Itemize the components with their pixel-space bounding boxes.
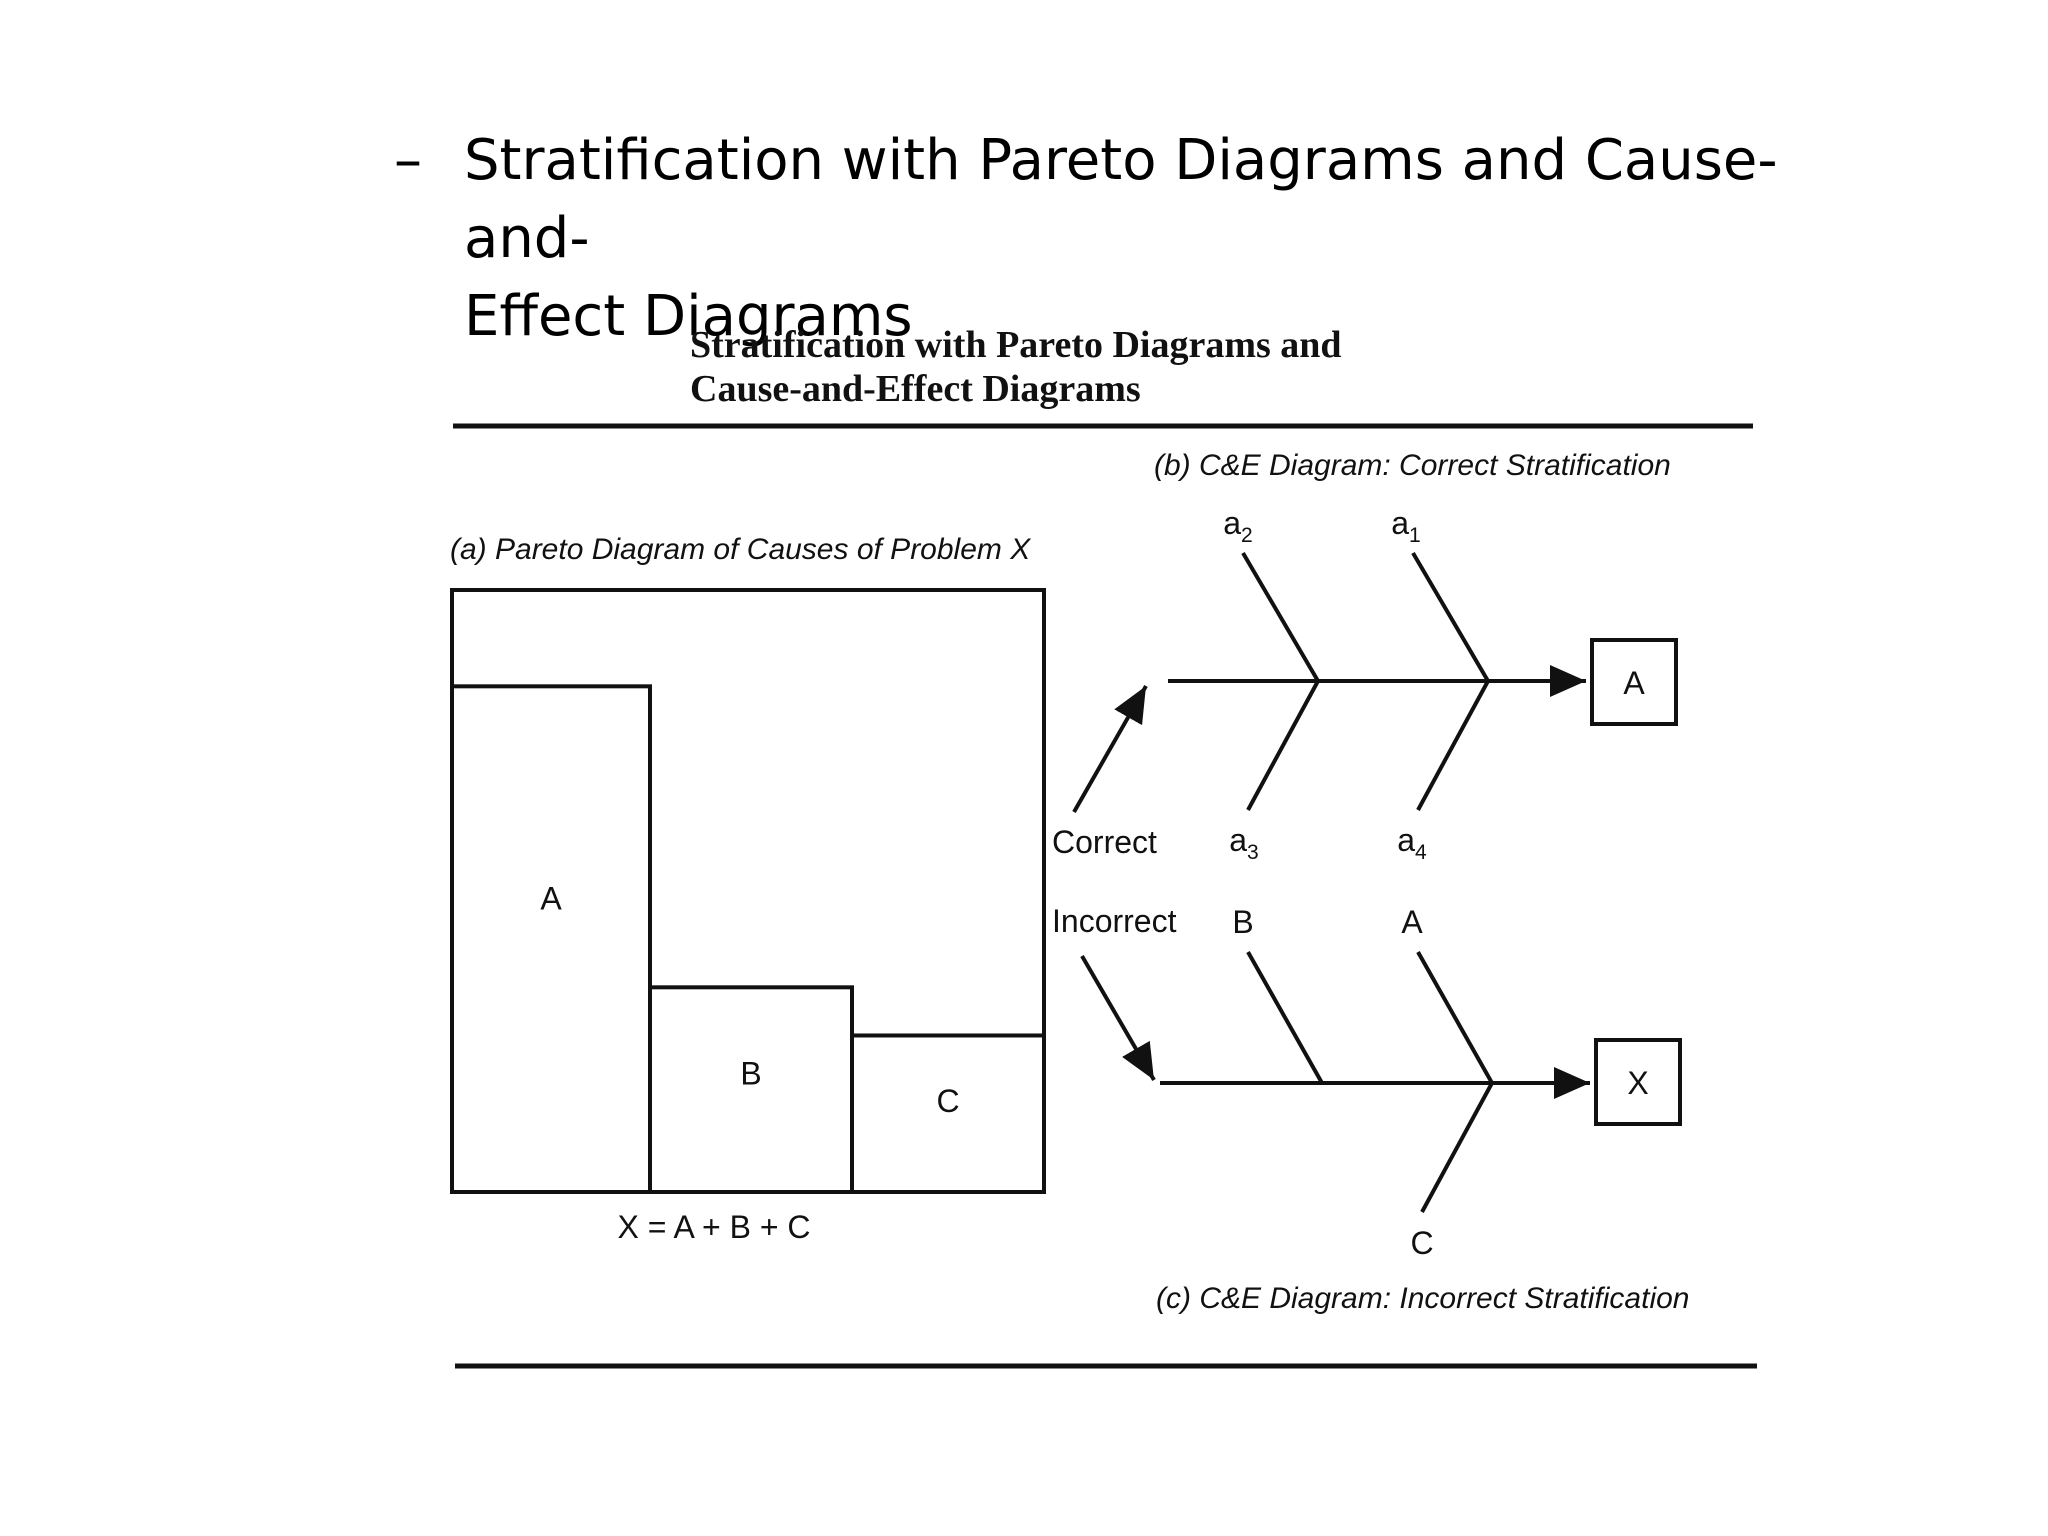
incorrect-connector-arrow <box>1082 956 1154 1080</box>
pareto-bar-a <box>452 686 650 1192</box>
correct-bone-a4 <box>1418 681 1488 810</box>
branch-label-a2-letter: a <box>1223 505 1242 541</box>
incorrect-effect-label: X <box>1627 1065 1649 1101</box>
correct-connector-arrow <box>1074 686 1146 812</box>
correct-bone-a3 <box>1248 681 1318 810</box>
slide-heading-line-2: Effect Diagrams <box>464 284 913 349</box>
branch-label-a4-sub: 4 <box>1415 841 1427 864</box>
branch-label-a1 <box>1391 505 1420 547</box>
incorrect-bone-a <box>1418 952 1492 1083</box>
branch-label-a2 <box>1223 505 1252 547</box>
pareto-bar-label-c: C <box>936 1083 960 1120</box>
correct-ce-diagram <box>1168 505 1676 864</box>
slide-heading-line-1: Stratification with Pareto Diagrams and Cause-and- <box>464 128 1778 271</box>
figure-title-line-1: Stratification with Pareto Diagrams and <box>690 324 1342 366</box>
branch-label-a1-letter: a <box>1391 505 1410 541</box>
branch-label-a4 <box>1397 822 1427 864</box>
branch-label-b: B <box>1232 904 1254 940</box>
branch-label-a3 <box>1229 822 1258 864</box>
pareto-equation: X = A + B + C <box>617 1209 811 1245</box>
correct-caption: (b) C&E Diagram: Correct Stratification <box>1154 449 1671 482</box>
incorrect-bone-b <box>1248 952 1322 1083</box>
incorrect-ce-diagram <box>1160 904 1680 1261</box>
pareto-caption: (a) Pareto Diagram of Causes of Problem X <box>450 533 1031 566</box>
branch-label-a4-letter: a <box>1397 822 1416 858</box>
incorrect-bone-c <box>1422 1083 1492 1212</box>
incorrect-caption: (c) C&E Diagram: Incorrect Stratification <box>1156 1282 1690 1315</box>
incorrect-label: Incorrect <box>1052 903 1177 939</box>
branch-label-a: A <box>1401 904 1423 940</box>
correct-bone-a2 <box>1243 553 1318 681</box>
branch-label-a3-sub: 3 <box>1247 841 1259 864</box>
pareto-bar-label-b: B <box>740 1055 762 1092</box>
branch-label-c: C <box>1410 1225 1434 1261</box>
branch-label-a3-letter: a <box>1229 822 1248 858</box>
pareto-bar-label-a: A <box>540 880 562 917</box>
branch-label-a1-sub: 1 <box>1409 524 1421 547</box>
bullet-dash: – <box>394 128 422 193</box>
correct-label: Correct <box>1052 824 1157 860</box>
pareto-chart <box>452 590 1044 1192</box>
correct-effect-label: A <box>1623 665 1645 701</box>
correct-bone-a1 <box>1413 553 1488 681</box>
figure-title-line-2: Cause-and-Effect Diagrams <box>690 368 1141 410</box>
branch-label-a2-sub: 2 <box>1241 524 1253 547</box>
